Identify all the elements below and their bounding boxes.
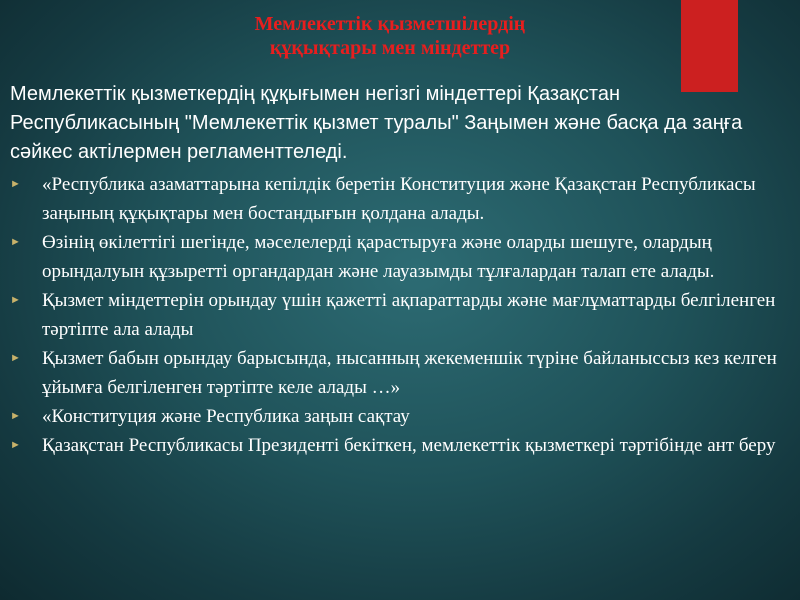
list-item-text: «Конституция және Республика заңын сақтау — [42, 406, 410, 427]
list-item-text: Қызмет бабын орындау барысында, нысанның жекеменшік түріне байланыссыз кез келген ұйымға белгіленген тәртіпте келе алады …» — [42, 348, 777, 398]
slide-title-line-2: құқықтары мен міндеттер — [269, 37, 511, 59]
list-item-text: Қызмет міндеттерін орындау үшін қажетті ақпараттарды және мағлұматтарды белгіленген тәртіпте ала алады — [42, 290, 776, 340]
list-item — [8, 170, 788, 228]
list-item-text: «Республика азаматтарына кепілдік беретін Конституция және Қазақстан Республикасы заңының құқықтары мен бостандығын қолдана алады. — [42, 174, 756, 224]
red-accent-tab — [681, 0, 738, 92]
arrow-bullet-icon: ► — [10, 236, 21, 248]
list-item-text: Қазақстан Республикасы Президенті бекіткен, мемлекеттік қызметкері тәртібінде ант беру — [42, 435, 776, 456]
arrow-bullet-icon: ► — [10, 294, 21, 306]
list-item — [8, 402, 788, 431]
bullet-list — [8, 170, 788, 460]
list-item — [8, 228, 788, 286]
intro-paragraph: Мемлекеттік қызметкердің құқығымен негізгі міндеттері Қазақстан Республикасының "Мемлекеттік қызмет туралы" Заңымен және басқа да заңға сәйкес актілермен регламенттеледі. — [10, 83, 743, 163]
arrow-bullet-icon: ► — [10, 439, 21, 451]
slide-title-line-1: Мемлекеттік қызметшілердің — [254, 13, 526, 35]
arrow-bullet-icon: ► — [10, 410, 21, 422]
arrow-bullet-icon: ► — [10, 178, 21, 190]
list-item — [8, 431, 788, 460]
slide-title — [200, 12, 580, 60]
list-item — [8, 286, 788, 344]
arrow-bullet-icon: ► — [10, 352, 21, 364]
list-item — [8, 344, 788, 402]
list-item-text: Өзінің өкілеттігі шегінде, мәселелерді қарастыруға және оларды шешуге, олардың орындалуын құзыретті органдардан және лауазымды тұлғалардан талап ете алады. — [42, 232, 715, 282]
